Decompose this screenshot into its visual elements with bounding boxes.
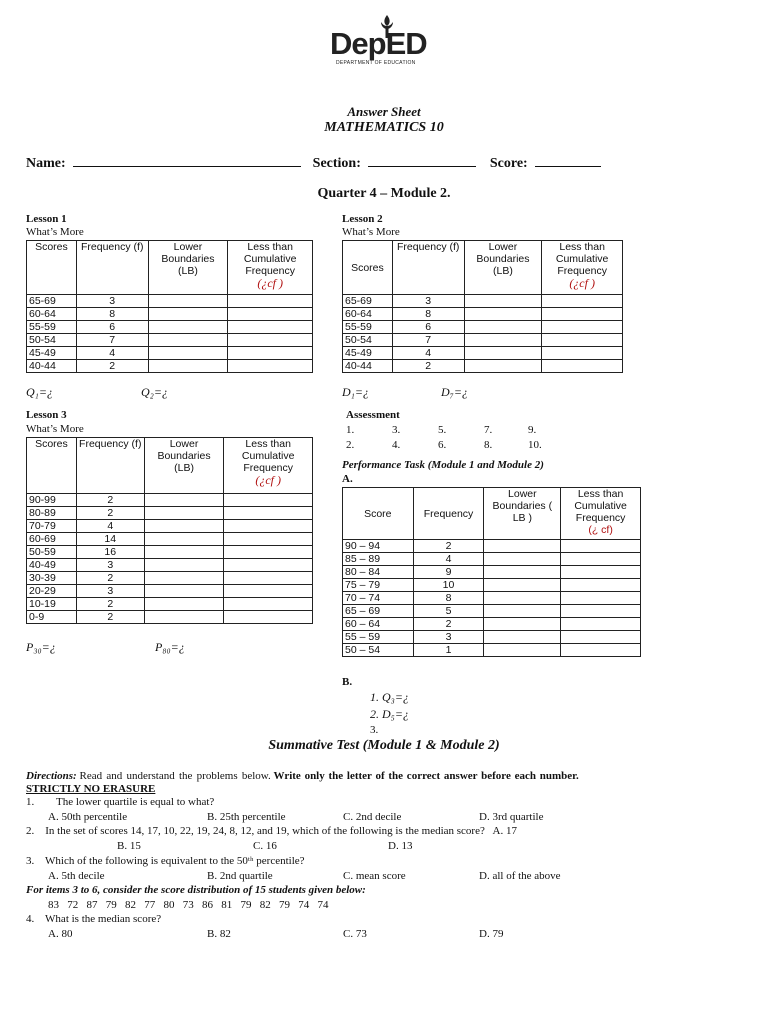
score-label: Score: bbox=[489, 156, 528, 171]
score-cell: 55-59 bbox=[27, 321, 77, 334]
no-erasure-note: STRICTLY NO ERASURE bbox=[26, 783, 156, 795]
lesson3-p80-formula: P₈₀=¿ bbox=[155, 640, 185, 654]
col-cf-formula: (¿cf ) bbox=[255, 473, 282, 487]
col-lower-boundaries: Lower Boundaries (LB) bbox=[464, 241, 542, 295]
score-cell: 55 – 59 bbox=[343, 631, 414, 644]
q4-option-c: C. 73 bbox=[343, 928, 367, 940]
assessment-item[interactable]: 8. bbox=[484, 439, 493, 451]
score-cell: 45-49 bbox=[27, 347, 77, 360]
part-b-item-2: 2. D₅=¿ bbox=[370, 707, 409, 721]
table-row bbox=[343, 308, 623, 321]
col-score: Score bbox=[343, 488, 414, 540]
col-cf-formula: (¿ cf) bbox=[588, 524, 613, 536]
lower-boundary-cell[interactable] bbox=[464, 334, 542, 347]
q2-option-d: D. 13 bbox=[388, 840, 413, 852]
table-header-row bbox=[27, 241, 313, 295]
lesson2-title: Lesson 2 bbox=[342, 213, 383, 225]
cumulative-frequency-cell[interactable] bbox=[228, 334, 313, 347]
col-cumulative-frequency bbox=[228, 241, 313, 295]
cumulative-frequency-cell[interactable] bbox=[542, 347, 623, 360]
frequency-cell: 1 bbox=[413, 644, 484, 657]
lower-boundary-cell[interactable] bbox=[148, 334, 228, 347]
frequency-cell: 3 bbox=[76, 559, 144, 572]
score-cell: 50-59 bbox=[27, 546, 77, 559]
assessment-item[interactable]: 10. bbox=[528, 439, 542, 451]
lesson2-d1-formula: D₁=¿ bbox=[342, 385, 369, 399]
section-label: Section: bbox=[312, 156, 361, 171]
frequency-cell: 4 bbox=[76, 347, 148, 360]
q2-option-c: C. 16 bbox=[253, 840, 277, 852]
frequency-cell: 14 bbox=[76, 533, 144, 546]
cumulative-frequency-cell[interactable] bbox=[228, 321, 313, 334]
table-row bbox=[343, 540, 641, 553]
part-b-item-1: 1. Q₃=¿ bbox=[370, 690, 409, 704]
score-cell: 60-64 bbox=[343, 308, 393, 321]
score-cell: 60 – 64 bbox=[343, 618, 414, 631]
cumulative-frequency-cell[interactable] bbox=[224, 533, 313, 546]
performance-task-title: Performance Task (Module 1 and Module 2) bbox=[342, 459, 544, 471]
cumulative-frequency-cell[interactable] bbox=[224, 494, 313, 507]
lower-boundary-cell[interactable] bbox=[484, 644, 561, 657]
score-cell: 0-9 bbox=[27, 611, 77, 624]
frequency-cell: 2 bbox=[76, 572, 144, 585]
section-field[interactable] bbox=[368, 155, 476, 167]
col-cf-label: Less than Cumulative Frequency bbox=[574, 488, 627, 524]
frequency-cell: 3 bbox=[392, 295, 464, 308]
col-frequency: Frequency (f) bbox=[392, 241, 464, 295]
score-cell: 50-54 bbox=[343, 334, 393, 347]
items-note: For items 3 to 6, consider the score distribution of 15 students given below: bbox=[26, 884, 366, 896]
lower-boundary-cell[interactable] bbox=[148, 321, 228, 334]
lesson3-subtitle: What’s More bbox=[26, 423, 84, 435]
cumulative-frequency-cell[interactable] bbox=[224, 520, 313, 533]
cumulative-frequency-cell[interactable] bbox=[542, 295, 623, 308]
table-header-row bbox=[343, 488, 641, 540]
quarter-title: Quarter 4 – Module 2. bbox=[317, 186, 451, 201]
frequency-cell: 3 bbox=[413, 631, 484, 644]
subject-title: MATHEMATICS 10 bbox=[324, 120, 444, 135]
performance-part-b: B. bbox=[342, 676, 353, 688]
table-row bbox=[27, 308, 313, 321]
cumulative-frequency-cell[interactable] bbox=[224, 598, 313, 611]
name-field[interactable] bbox=[73, 155, 301, 167]
frequency-cell: 10 bbox=[413, 579, 484, 592]
score-distribution: 83 72 87 79 82 77 80 73 86 81 79 82 79 74 74 bbox=[48, 899, 329, 911]
score-cell: 10-19 bbox=[27, 598, 77, 611]
table-row bbox=[27, 559, 313, 572]
lower-boundary-cell[interactable] bbox=[148, 308, 228, 321]
table-row bbox=[27, 533, 313, 546]
table-row bbox=[27, 295, 313, 308]
table-row bbox=[343, 631, 641, 644]
lower-boundary-cell[interactable] bbox=[484, 618, 561, 631]
q1-option-d: D. 3rd quartile bbox=[479, 811, 544, 823]
lesson2-table bbox=[342, 240, 623, 373]
table-header-row bbox=[27, 438, 313, 494]
lesson1-q1-formula bbox=[26, 385, 53, 400]
frequency-cell: 8 bbox=[76, 308, 148, 321]
question-3: 3. Which of the following is equivalent to the 50ᵗʰ percentile? bbox=[26, 855, 305, 867]
col-cumulative-frequency bbox=[561, 488, 641, 540]
lesson2-subtitle: What’s More bbox=[342, 226, 400, 238]
score-cell: 80 – 84 bbox=[343, 566, 414, 579]
table-row bbox=[343, 618, 641, 631]
frequency-cell: 2 bbox=[413, 618, 484, 631]
lower-boundary-cell[interactable] bbox=[464, 308, 542, 321]
lower-boundary-cell[interactable] bbox=[484, 605, 561, 618]
summative-title: Summative Test (Module 1 & Module 2) bbox=[268, 738, 500, 753]
q4-option-b: B. 82 bbox=[207, 928, 231, 940]
assessment-item[interactable]: 3. bbox=[392, 424, 401, 436]
col-scores: Scores bbox=[27, 438, 77, 494]
question-1: 1. The lower quartile is equal to what? bbox=[26, 796, 215, 808]
cumulative-frequency-cell[interactable] bbox=[224, 585, 313, 598]
table-row bbox=[343, 644, 641, 657]
score-cell: 60-69 bbox=[27, 533, 77, 546]
lesson1-table bbox=[26, 240, 313, 373]
table-row bbox=[27, 360, 313, 373]
q4-option-d: D. 79 bbox=[479, 928, 504, 940]
cumulative-frequency-cell[interactable] bbox=[561, 605, 641, 618]
lower-boundary-cell[interactable] bbox=[144, 507, 224, 520]
col-cumulative-frequency bbox=[542, 241, 623, 295]
directions-text: Read and understand the problems below. bbox=[79, 770, 271, 782]
cumulative-frequency-cell[interactable] bbox=[228, 347, 313, 360]
score-cell: 75 – 79 bbox=[343, 579, 414, 592]
col-scores: Scores bbox=[27, 241, 77, 295]
lower-boundary-cell[interactable] bbox=[464, 347, 542, 360]
score-cell: 85 – 89 bbox=[343, 553, 414, 566]
table-row bbox=[27, 494, 313, 507]
cumulative-frequency-cell[interactable] bbox=[228, 308, 313, 321]
lower-boundary-cell[interactable] bbox=[484, 566, 561, 579]
frequency-cell: 2 bbox=[76, 494, 144, 507]
col-frequency: Frequency (f) bbox=[76, 438, 144, 494]
cumulative-frequency-cell[interactable] bbox=[561, 566, 641, 579]
question-2: 2. In the set of scores 14, 17, 10, 22, 19, 24, 8, 12, and 19, which of the following is the median score? A. 17 bbox=[26, 825, 517, 837]
table-row bbox=[27, 585, 313, 598]
lesson1-q2-formula bbox=[141, 385, 168, 400]
score-cell: 90 – 94 bbox=[343, 540, 414, 553]
score-cell: 60-64 bbox=[27, 308, 77, 321]
lesson2-d7-formula: D₇=¿ bbox=[441, 385, 468, 399]
frequency-cell: 16 bbox=[76, 546, 144, 559]
assessment-item[interactable]: 2. bbox=[346, 439, 355, 451]
frequency-cell: 2 bbox=[76, 360, 148, 373]
score-cell: 65-69 bbox=[343, 295, 393, 308]
cumulative-frequency-cell[interactable] bbox=[224, 572, 313, 585]
q1-option-a: A. 50th percentile bbox=[48, 811, 128, 823]
col-scores: Scores bbox=[343, 241, 393, 295]
lower-boundary-cell[interactable] bbox=[144, 585, 224, 598]
directions bbox=[26, 770, 748, 782]
table-row bbox=[27, 611, 313, 624]
lower-boundary-cell[interactable] bbox=[484, 540, 561, 553]
assessment-item[interactable]: 7. bbox=[484, 424, 493, 436]
lesson3-title: Lesson 3 bbox=[26, 409, 67, 421]
cumulative-frequency-cell[interactable] bbox=[561, 579, 641, 592]
table-row bbox=[343, 321, 623, 334]
table-row bbox=[27, 546, 313, 559]
col-lower-boundaries: Lower Boundaries (LB) bbox=[144, 438, 224, 494]
frequency-cell: 2 bbox=[76, 598, 144, 611]
cumulative-frequency-cell[interactable] bbox=[542, 360, 623, 373]
cumulative-frequency-cell[interactable] bbox=[224, 611, 313, 624]
score-cell: 40-44 bbox=[27, 360, 77, 373]
q4-option-a: A. 80 bbox=[48, 928, 73, 940]
assessment-title: Assessment bbox=[346, 409, 400, 421]
score-cell: 45-49 bbox=[343, 347, 393, 360]
col-lower-boundaries: Lower Boundaries ( LB ) bbox=[484, 488, 561, 540]
question-4: 4. What is the median score? bbox=[26, 913, 162, 925]
cumulative-frequency-cell[interactable] bbox=[224, 507, 313, 520]
score-cell: 30-39 bbox=[27, 572, 77, 585]
frequency-cell: 4 bbox=[76, 520, 144, 533]
cumulative-frequency-cell[interactable] bbox=[228, 295, 313, 308]
frequency-cell: 8 bbox=[413, 592, 484, 605]
performance-table bbox=[342, 487, 641, 657]
col-cf-label: Less than Cumulative Frequency bbox=[555, 241, 609, 277]
col-cf-formula: (¿cf ) bbox=[257, 276, 283, 290]
score-cell: 20-29 bbox=[27, 585, 77, 598]
cumulative-frequency-cell[interactable] bbox=[561, 618, 641, 631]
deped-logo bbox=[330, 14, 445, 72]
col-frequency: Frequency (f) bbox=[76, 241, 148, 295]
cumulative-frequency-cell[interactable] bbox=[224, 559, 313, 572]
directions-label: Directions: bbox=[26, 770, 77, 782]
score-cell: 65 – 69 bbox=[343, 605, 414, 618]
name-label: Name: bbox=[26, 156, 66, 171]
performance-part-a: A. bbox=[342, 473, 353, 485]
q3-option-a: A. 5th decile bbox=[48, 870, 105, 882]
table-row bbox=[27, 598, 313, 611]
lower-boundary-cell[interactable] bbox=[144, 611, 224, 624]
cumulative-frequency-cell[interactable] bbox=[542, 308, 623, 321]
col-cumulative-frequency bbox=[224, 438, 313, 494]
cumulative-frequency-cell[interactable] bbox=[542, 321, 623, 334]
table-row bbox=[343, 579, 641, 592]
score-cell: 40-49 bbox=[27, 559, 77, 572]
col-lower-boundaries: Lower Boundaries (LB) bbox=[148, 241, 228, 295]
part-b-item-3: 3. bbox=[370, 724, 379, 736]
frequency-cell: 6 bbox=[76, 321, 148, 334]
lower-boundary-cell[interactable] bbox=[144, 559, 224, 572]
score-cell: 65-69 bbox=[27, 295, 77, 308]
table-row bbox=[343, 347, 623, 360]
table-row bbox=[343, 566, 641, 579]
lower-boundary-cell[interactable] bbox=[484, 631, 561, 644]
lesson3-p30-formula: P₃₀=¿ bbox=[26, 640, 56, 654]
table-row bbox=[27, 321, 313, 334]
student-info-line bbox=[26, 155, 601, 172]
assessment-item[interactable]: 4. bbox=[392, 439, 401, 451]
lower-boundary-cell[interactable] bbox=[484, 592, 561, 605]
score-cell: 50-54 bbox=[27, 334, 77, 347]
frequency-cell: 5 bbox=[413, 605, 484, 618]
score-cell: 70-79 bbox=[27, 520, 77, 533]
score-cell: 50 – 54 bbox=[343, 644, 414, 657]
frequency-cell: 9 bbox=[413, 566, 484, 579]
lower-boundary-cell[interactable] bbox=[148, 360, 228, 373]
score-cell: 40-44 bbox=[343, 360, 393, 373]
table-row bbox=[27, 507, 313, 520]
frequency-cell: 3 bbox=[76, 585, 144, 598]
score-cell: 80-89 bbox=[27, 507, 77, 520]
answer-sheet-title: Answer Sheet bbox=[347, 104, 421, 119]
table-row bbox=[343, 295, 623, 308]
lower-boundary-cell[interactable] bbox=[484, 579, 561, 592]
formula-q1: Q₁=¿ bbox=[26, 385, 53, 399]
frequency-cell: 8 bbox=[392, 308, 464, 321]
cumulative-frequency-cell[interactable] bbox=[561, 644, 641, 657]
table-row bbox=[343, 553, 641, 566]
lower-boundary-cell[interactable] bbox=[144, 494, 224, 507]
cumulative-frequency-cell[interactable] bbox=[224, 546, 313, 559]
lower-boundary-cell[interactable] bbox=[144, 598, 224, 611]
assessment-row-1 bbox=[346, 424, 586, 436]
frequency-cell: 7 bbox=[76, 334, 148, 347]
directions-bold: Write only the letter of the correct answer before each number. bbox=[273, 770, 579, 782]
q1-option-c: C. 2nd decile bbox=[343, 811, 402, 823]
frequency-cell: 2 bbox=[392, 360, 464, 373]
lesson3-table bbox=[26, 437, 313, 624]
table-row bbox=[27, 572, 313, 585]
lower-boundary-cell[interactable] bbox=[484, 553, 561, 566]
cumulative-frequency-cell[interactable] bbox=[561, 592, 641, 605]
assessment-item[interactable]: 5. bbox=[438, 424, 447, 436]
lower-boundary-cell[interactable] bbox=[144, 572, 224, 585]
lesson1-subtitle: What’s More bbox=[26, 226, 84, 238]
q3-option-c: C. mean score bbox=[343, 870, 406, 882]
cumulative-frequency-cell[interactable] bbox=[561, 631, 641, 644]
col-cf-label: Less than Cumulative Frequency bbox=[243, 241, 297, 277]
score-field[interactable] bbox=[535, 155, 601, 167]
assessment-item[interactable]: 6. bbox=[438, 439, 447, 451]
frequency-cell: 2 bbox=[76, 611, 144, 624]
table-header-row bbox=[343, 241, 623, 295]
table-row bbox=[343, 334, 623, 347]
lower-boundary-cell[interactable] bbox=[148, 295, 228, 308]
score-cell: 55-59 bbox=[343, 321, 393, 334]
lower-boundary-cell[interactable] bbox=[148, 347, 228, 360]
table-row bbox=[27, 334, 313, 347]
lesson1-title: Lesson 1 bbox=[26, 213, 67, 225]
lower-boundary-cell[interactable] bbox=[144, 520, 224, 533]
lower-boundary-cell[interactable] bbox=[144, 533, 224, 546]
frequency-cell: 2 bbox=[76, 507, 144, 520]
assessment-item[interactable]: 1. bbox=[346, 424, 355, 436]
q2-option-b: B. 15 bbox=[117, 840, 141, 852]
frequency-cell: 7 bbox=[392, 334, 464, 347]
table-row bbox=[27, 347, 313, 360]
frequency-cell: 4 bbox=[413, 553, 484, 566]
q3-option-d: D. all of the above bbox=[479, 870, 561, 882]
assessment-item[interactable]: 9. bbox=[528, 424, 537, 436]
formula-q2: Q₂=¿ bbox=[141, 385, 168, 399]
lower-boundary-cell[interactable] bbox=[464, 295, 542, 308]
cumulative-frequency-cell[interactable] bbox=[561, 540, 641, 553]
table-row bbox=[343, 605, 641, 618]
frequency-cell: 2 bbox=[413, 540, 484, 553]
col-cf-label: Less than Cumulative Frequency bbox=[241, 438, 295, 474]
frequency-cell: 6 bbox=[392, 321, 464, 334]
table-row bbox=[343, 360, 623, 373]
frequency-cell: 3 bbox=[76, 295, 148, 308]
col-frequency: Frequency bbox=[413, 488, 484, 540]
lower-boundary-cell[interactable] bbox=[464, 321, 542, 334]
score-cell: 90-99 bbox=[27, 494, 77, 507]
cumulative-frequency-cell[interactable] bbox=[542, 334, 623, 347]
q1-option-b: B. 25th percentile bbox=[207, 811, 286, 823]
table-row bbox=[27, 520, 313, 533]
frequency-cell: 4 bbox=[392, 347, 464, 360]
table-row bbox=[343, 592, 641, 605]
cumulative-frequency-cell[interactable] bbox=[561, 553, 641, 566]
assessment-row-2 bbox=[346, 439, 586, 451]
score-cell: 70 – 74 bbox=[343, 592, 414, 605]
col-cf-formula: (¿cf ) bbox=[569, 276, 595, 290]
q3-option-b: B. 2nd quartile bbox=[207, 870, 273, 882]
logo-text: DepED bbox=[330, 26, 427, 61]
lower-boundary-cell[interactable] bbox=[144, 546, 224, 559]
lower-boundary-cell[interactable] bbox=[464, 360, 542, 373]
logo-subtitle: DEPARTMENT OF EDUCATION bbox=[336, 60, 416, 66]
cumulative-frequency-cell[interactable] bbox=[228, 360, 313, 373]
